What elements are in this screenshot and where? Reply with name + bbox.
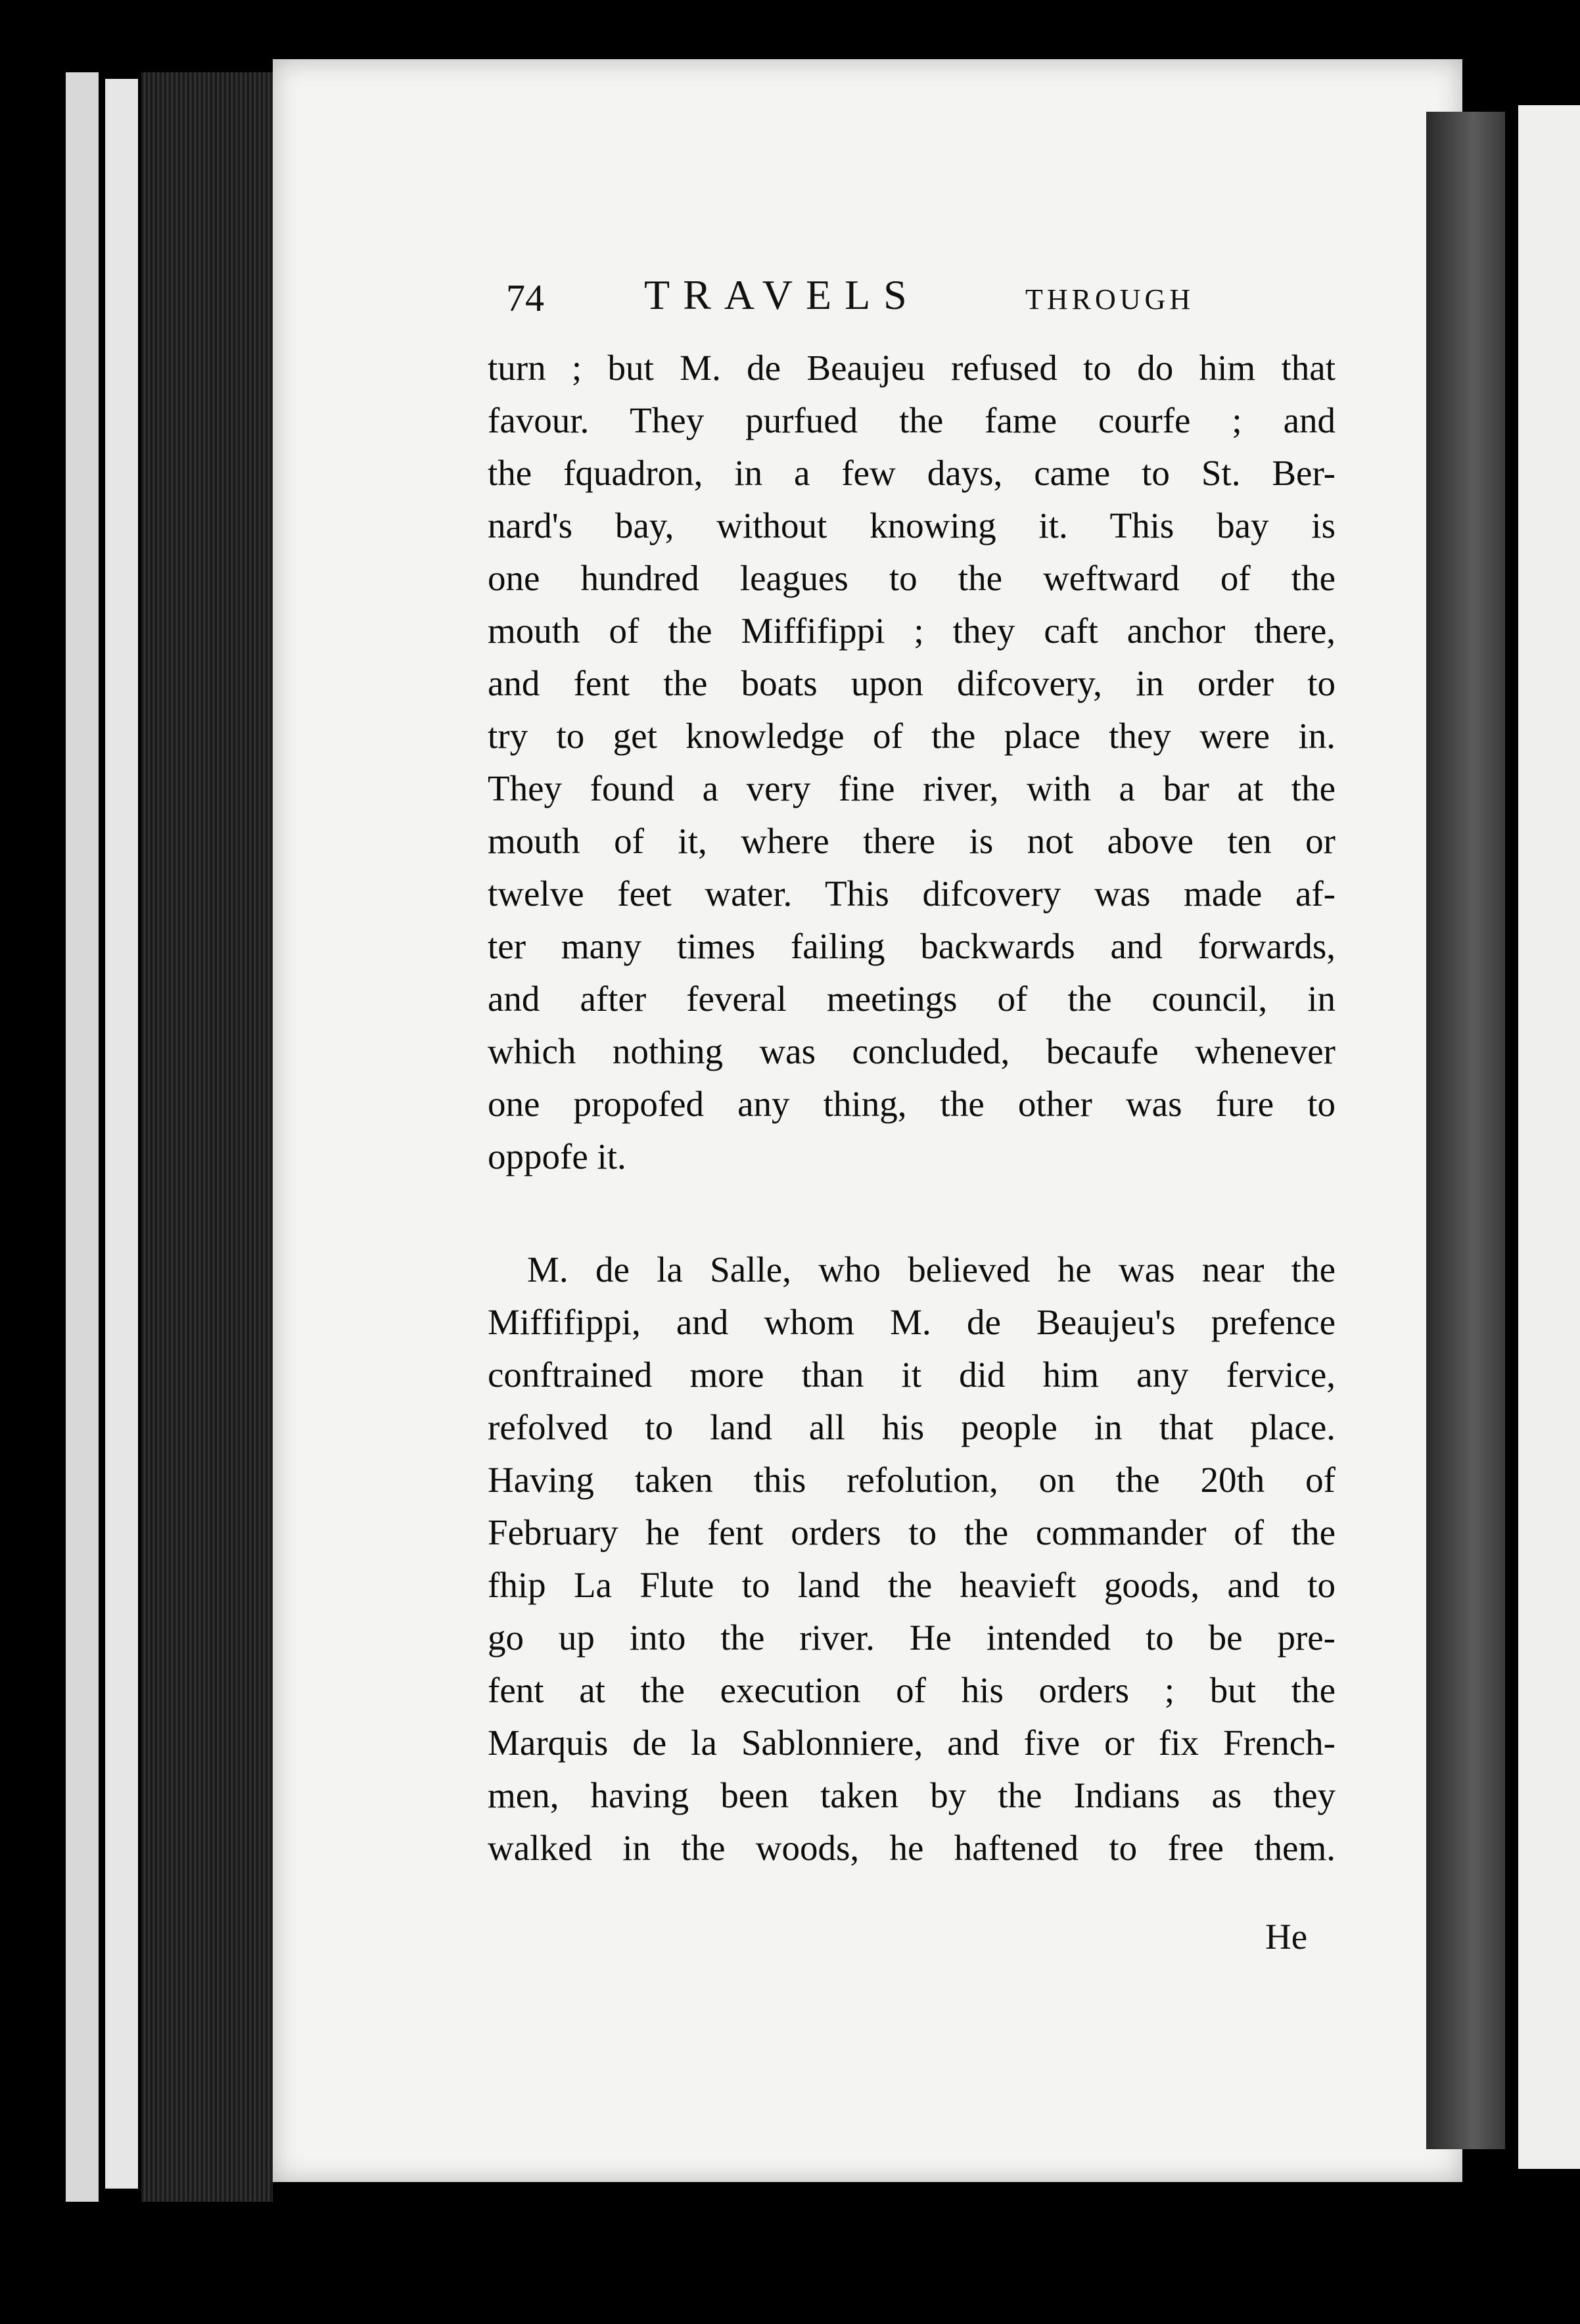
text-line: They found a very fine river, with a bar at the [488, 768, 1336, 808]
page-number: 74 [506, 277, 544, 319]
running-title-continuation: THROUGH [1025, 283, 1195, 315]
text-line: twelve feet water. This difcovery was made af- [488, 873, 1336, 914]
text-line: M. de la Salle, who believed he was near the [527, 1249, 1336, 1290]
text-line: and after feveral meetings of the council, in [488, 979, 1336, 1019]
text-line: one hundred leagues to the weftward of the [488, 558, 1336, 598]
text-line: turn ; but M. de Beaujeu refused to do him that [488, 348, 1336, 388]
text-line: walked in the woods, he haftened to free them. [488, 1828, 1336, 1868]
page-edge [66, 72, 99, 2202]
text-line: men, having been taken by the Indians as they [488, 1775, 1336, 1815]
text-line: mouth of it, where there is not above ten or [488, 821, 1336, 861]
text-line: and fent the boats upon difcovery, in order to [488, 663, 1336, 703]
text-line: oppofe it. [488, 1136, 626, 1176]
book-fore-edge [141, 72, 273, 2202]
text-line: try to get knowledge of the place they were in. [488, 716, 1336, 756]
text-line: ter many times failing backwards and forwards, [488, 926, 1336, 966]
text-line: one propofed any thing, the other was fure to [488, 1084, 1336, 1124]
text-line: fhip La Flute to land the heavieft goods, and to [488, 1565, 1336, 1605]
text-line: favour. They purfued the fame courfe ; and [488, 400, 1336, 440]
page-edge [105, 79, 138, 2189]
text-line: nard's bay, without knowing it. This bay is [488, 505, 1336, 546]
text-line: which nothing was concluded, becaufe whenever [488, 1031, 1336, 1071]
text-line: conftrained more than it did him any fervice, [488, 1355, 1336, 1395]
text-line: go up into the river. He intended to be pre- [488, 1617, 1336, 1658]
running-title: TRAVELS [644, 271, 920, 318]
paragraph-break [488, 1183, 1336, 1243]
text-line: Marquis de la Sablonniere, and five or fix French- [488, 1723, 1336, 1763]
catchword: He [1265, 1917, 1308, 1957]
facing-page-edge [1518, 105, 1580, 2169]
book-gutter [1426, 112, 1505, 2149]
text-line: refolved to land all his people in that place. [488, 1407, 1336, 1447]
text-line: the fquadron, in a few days, came to St. Ber- [488, 453, 1336, 493]
text-line: mouth of the Miffifippi ; they caft anchor there, [488, 611, 1336, 651]
text-line: Miffifippi, and whom M. de Beaujeu's prefence [488, 1302, 1336, 1342]
body-text [488, 342, 1336, 1874]
running-header [506, 271, 1229, 337]
text-line: February he fent orders to the commander of the [488, 1512, 1336, 1552]
text-line: Having taken this refolution, on the 20th of [488, 1460, 1336, 1500]
text-line: fent at the execution of his orders ; but the [488, 1670, 1336, 1710]
